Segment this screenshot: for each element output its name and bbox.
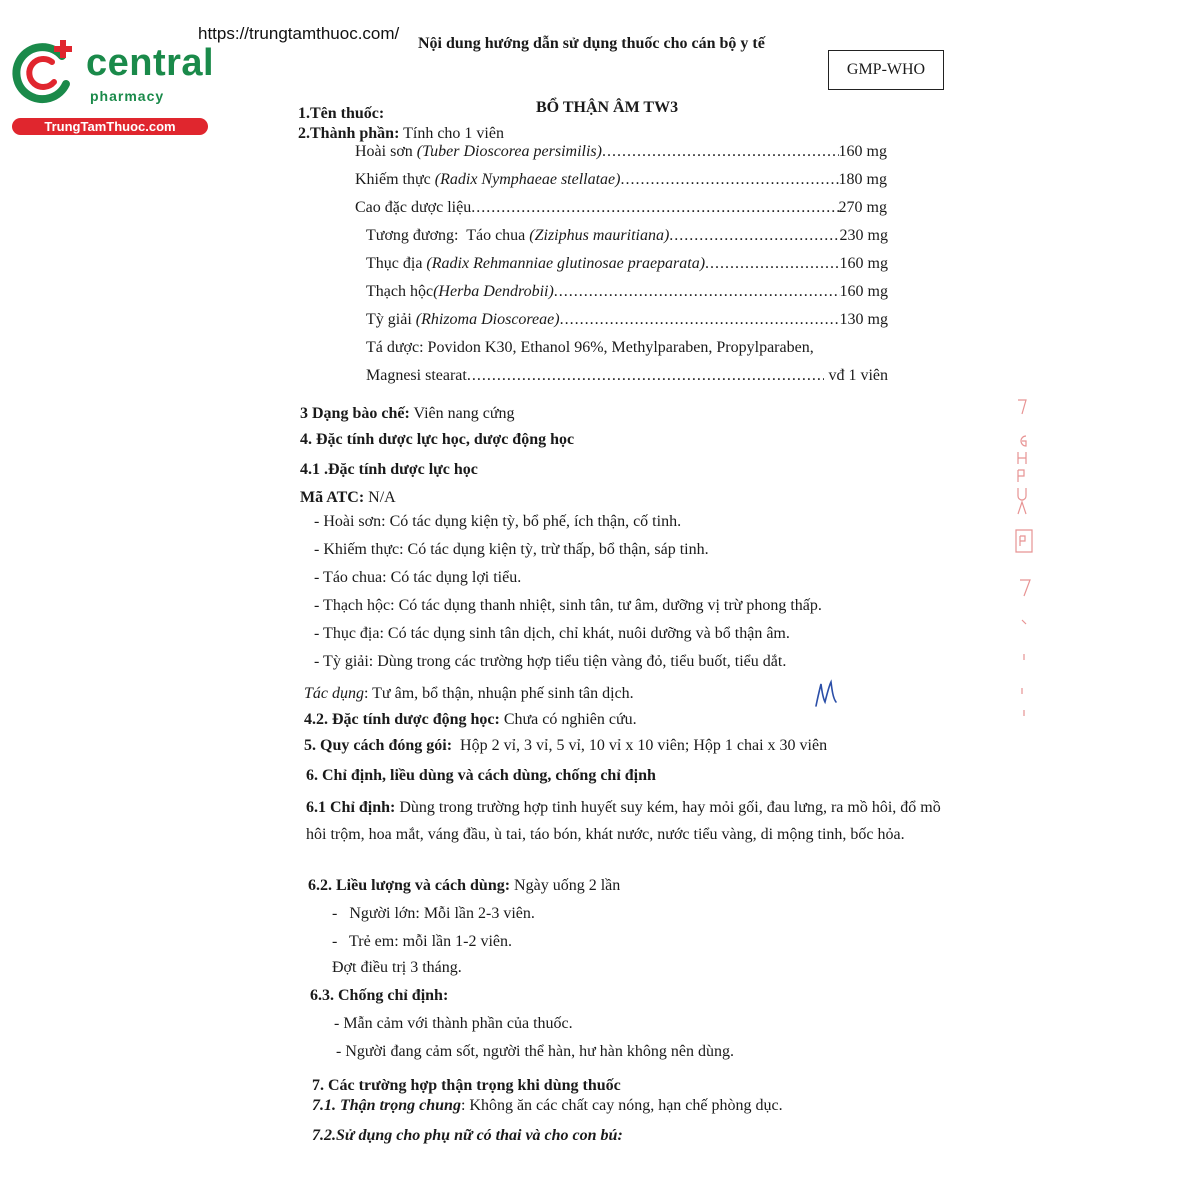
ingredient-name: Tỳ giải (366, 311, 416, 328)
course-line: Đợt điều trị 3 tháng. (332, 959, 462, 976)
excipient-name: Magnesi stearat (366, 367, 467, 384)
s7-heading: 7. Các trường hợp thận trọng khi dùng thuốc (312, 1077, 621, 1094)
s3-text: Viên nang cứng (409, 405, 515, 422)
s63-heading: 6.3. Chống chỉ định: (310, 987, 449, 1004)
ingredient-row (355, 142, 887, 162)
dot-leader (554, 282, 840, 302)
gmp-badge: GMP-WHO (828, 50, 944, 90)
atc-value: N/A (364, 489, 396, 506)
ingredient-latin: (Herba Dendrobii) (433, 283, 554, 300)
s71-text: : Không ăn các chất cay nóng, hạn chế phòng dục. (460, 1097, 783, 1114)
atc-line (300, 488, 396, 508)
ingredient-row (366, 310, 888, 330)
s72-heading: 7.2.Sử dụng cho phụ nữ có thai và cho con bú: (312, 1127, 623, 1144)
ingredient-row (366, 226, 888, 246)
s62-line (308, 876, 620, 896)
dot-leader (620, 170, 838, 190)
ingredient-latin: (Tuber Dioscorea persimilis) (416, 143, 602, 160)
list-item: - Tỳ giải: Dùng trong các trường hợp tiểu tiện vàng đỏ, tiểu buốt, tiểu dắt. (314, 653, 787, 670)
s61-paragraph (306, 794, 952, 848)
ingredient-amount: 130 mg (839, 311, 888, 328)
dot-leader (471, 198, 838, 218)
s61-text: Dùng trong trường hợp tinh huyết suy kém, hay mỏi gối, đau lưng, ra mồ hôi, đổ mồ hôi trộm, hoa mắt, váng đầu, ù tai, táo bón, khát nước, nước tiểu vàng, di mộng tinh, bốc hỏa. (306, 799, 941, 843)
ingredient-name: Tương đương: Táo chua (366, 227, 530, 244)
ingredient-latin: (Ziziphus mauritiana) (529, 227, 670, 244)
list-item: - Người lớn: Mỗi lần 2-3 viên. (332, 905, 535, 922)
s62-text: Ngày uống 2 lần (510, 877, 621, 894)
list-item: - Khiếm thực: Có tác dụng kiện tỳ, trừ thấp, bổ thận, sáp tinh. (314, 541, 709, 558)
effect-text: : Tư âm, bổ thận, nhuận phế sinh tân dịch. (364, 685, 634, 702)
s5-line (304, 736, 827, 756)
effect-line (304, 684, 634, 704)
ingredient-latin: (Radix Rehmanniae glutinosae praeparata) (426, 255, 706, 272)
s4-heading: 4. Đặc tính dược lực học, dược động học (300, 431, 575, 448)
dot-leader (560, 310, 840, 330)
s5-text: Hộp 2 vỉ, 3 vỉ, 5 vỉ, 10 vỉ x 10 viên; Hộp 1 chai x 30 viên (452, 737, 828, 754)
ingredient-amount: 160 mg (839, 283, 888, 300)
ingredient-name: Hoài sơn (355, 143, 417, 160)
stamp-fragment-icon (1012, 392, 1038, 732)
ingredient-amount: 180 mg (838, 171, 887, 188)
s71-label: 7.1. Thận trọng chung (312, 1097, 461, 1114)
s71-line (312, 1096, 783, 1116)
logo-banner: TrungTamThuoc.com (12, 118, 208, 135)
dot-leader (602, 142, 839, 162)
list-item: - Mẫn cảm với thành phần của thuốc. (334, 1015, 573, 1032)
list-item: - Trẻ em: mỗi lần 1-2 viên. (332, 933, 512, 950)
document-subtitle: Nội dung hướng dẫn sử dụng thuốc cho cán bộ y tế (418, 35, 765, 52)
ingredient-amount: 160 mg (839, 255, 888, 272)
ingredient-amount: 230 mg (839, 227, 888, 244)
list-item: - Thạch hộc: Có tác dụng thanh nhiệt, sinh tân, tư âm, dưỡng vị trừ phong thấp. (314, 597, 822, 614)
handwritten-initial-icon (812, 676, 842, 710)
dot-leader (467, 366, 825, 386)
s42-text: Chưa có nghiên cứu. (499, 711, 637, 728)
pharmacy-logo (10, 38, 215, 138)
list-item: - Người đang cảm sốt, người thể hàn, hư hàn không nên dùng. (336, 1043, 734, 1060)
s5-label: 5. Quy cách đóng gói: (304, 737, 453, 754)
ingredient-amount: 160 mg (838, 143, 887, 160)
ingredient-name: Cao đặc dược liệu (355, 199, 472, 216)
dot-leader (669, 226, 839, 246)
atc-label: Mã ATC: (300, 489, 365, 506)
s41-heading: 4.1 .Đặc tính dược lực học (300, 461, 478, 478)
ingredient-latin: (Rhizoma Dioscoreae) (415, 311, 560, 328)
ingredient-amount: 270 mg (838, 199, 887, 216)
list-item: - Thục địa: Có tác dụng sinh tân dịch, chỉ khát, nuôi dưỡng và bổ thận âm. (314, 625, 790, 642)
logo-brand: central (86, 42, 215, 84)
s62-label: 6.2. Liều lượng và cách dùng: (308, 877, 511, 894)
ingredient-latin: (Radix Nymphaeae stellatae) (434, 171, 621, 188)
dot-leader (705, 254, 840, 274)
s42-label: 4.2. Đặc tính dược động học: (304, 711, 500, 728)
ingredient-row (366, 282, 888, 302)
list-item: - Hoài sơn: Có tác dụng kiện tỳ, bổ phế, ích thận, cố tinh. (314, 513, 682, 530)
drug-name: BỔ THẬN ÂM TW3 (536, 99, 679, 116)
s3-label: 3 Dạng bào chế: (300, 405, 410, 422)
ingredient-row (355, 198, 887, 218)
ingredient-name: Thục địa (366, 255, 427, 272)
ingredient-row (366, 254, 888, 274)
s61-label: 6.1 Chỉ định: (306, 799, 396, 816)
excipient-line: Tá dược: Povidon K30, Ethanol 96%, Methylparaben, Propylparaben, (366, 339, 814, 356)
ingredient-name: Thạch hộc (366, 283, 434, 300)
s1-label: 1.Tên thuốc: (298, 105, 385, 122)
s3-line (300, 404, 515, 424)
logo-emblem-icon (10, 38, 80, 108)
s2-intro: Tính cho 1 viên (403, 125, 504, 142)
s42-line (304, 710, 637, 730)
source-url[interactable]: https://trungtamthuoc.com/ (198, 24, 400, 43)
ingredient-row (355, 170, 887, 190)
ingredient-name: Khiếm thực (355, 171, 435, 188)
excipient-row (366, 366, 888, 386)
logo-sub: pharmacy (90, 88, 165, 104)
list-item: - Táo chua: Có tác dụng lợi tiểu. (314, 569, 522, 586)
s6-heading: 6. Chỉ định, liều dùng và cách dùng, chống chỉ định (306, 767, 656, 784)
effect-label: Tác dụng (304, 685, 364, 702)
s2-heading (298, 124, 504, 144)
s2-label: 2.Thành phần: (298, 125, 400, 142)
excipient-amount: vđ 1 viên (828, 367, 888, 384)
